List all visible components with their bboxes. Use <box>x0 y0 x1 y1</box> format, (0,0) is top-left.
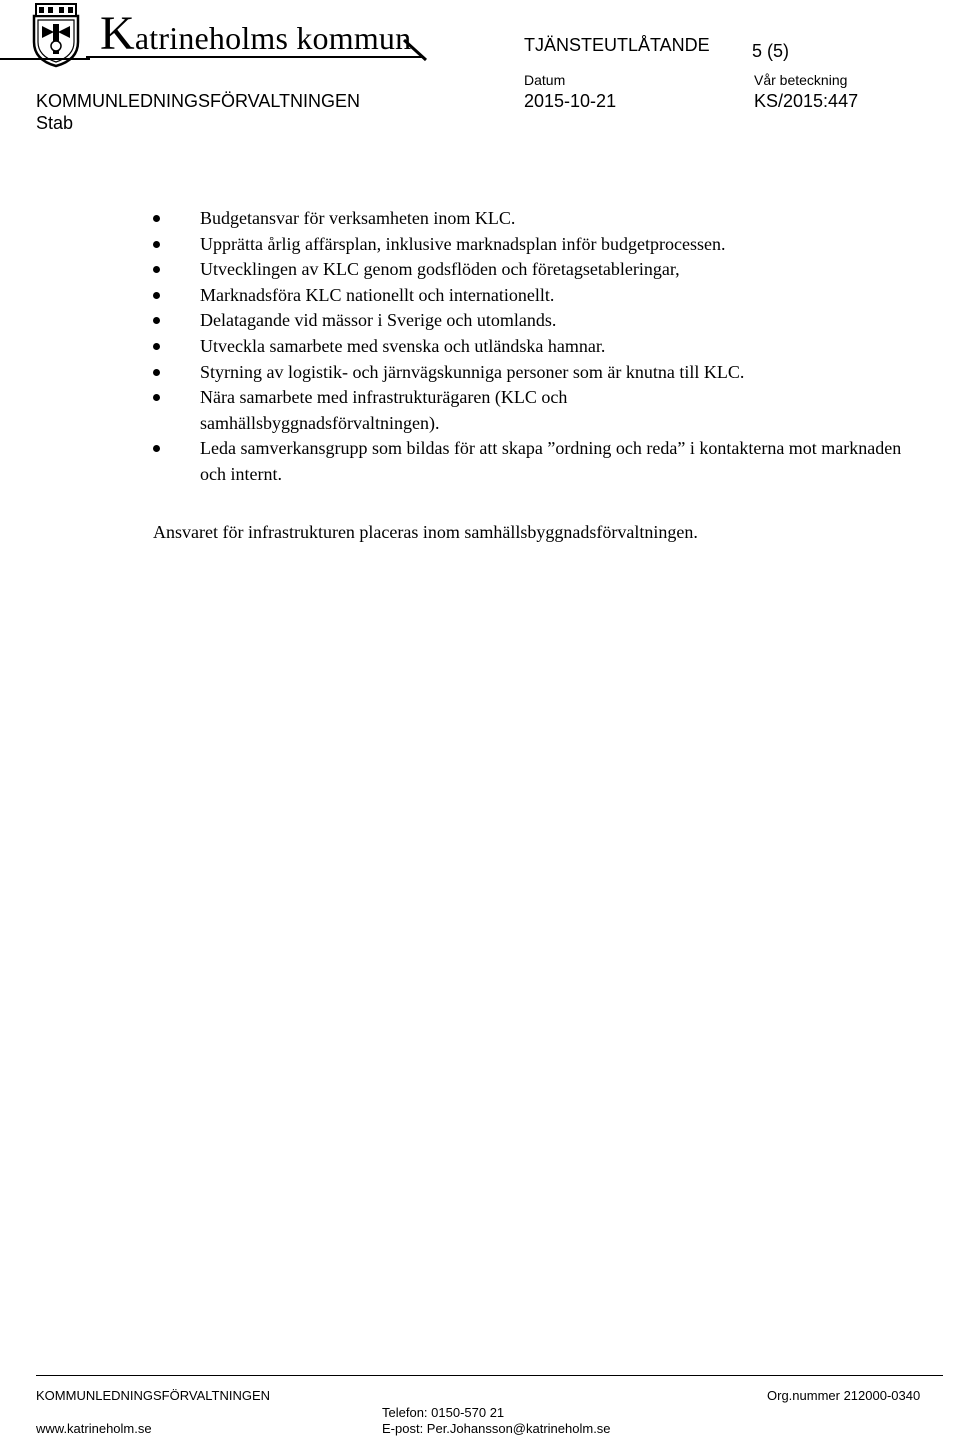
bullet-icon <box>153 266 160 273</box>
list-item <box>0 334 960 360</box>
list-item-text: Upprätta årlig affärsplan, inklusive marknadsplan inför budgetprocessen. <box>200 233 726 254</box>
list-item-text: Utvecklingen av KLC genom godsflöden och företagsetableringar, <box>200 259 680 280</box>
list-item-text: Leda samverkansgrupp som bildas för att skapa ”ordning och reda” i kontakterna mot marknaden och internt. <box>200 438 902 484</box>
list-item <box>0 232 960 258</box>
reference-value: KS/2015:447 <box>754 91 859 111</box>
department-name: KOMMUNLEDNINGSFÖRVALTNINGEN <box>36 91 361 111</box>
list-item <box>0 283 960 309</box>
bullet-icon <box>153 369 160 376</box>
list-item-text: Delatagande vid mässor i Sverige och utomlands. <box>200 310 557 331</box>
reference-label: Vår beteckning <box>754 72 848 88</box>
list-item-text: Styrning av logistik- och järnvägskunniga personer som är knutna till KLC. <box>200 361 745 382</box>
organization-name-rest: atrineholms kommun <box>134 20 412 56</box>
bullet-icon <box>153 394 160 401</box>
page-number: 5 (5) <box>752 41 790 61</box>
date-value: 2015-10-21 <box>524 91 617 111</box>
bullet-icon <box>153 343 160 350</box>
footer-website-link[interactable]: www.katrineholm.se <box>36 1421 152 1436</box>
date-label: Datum <box>524 72 566 88</box>
brand-slash-icon <box>402 38 430 62</box>
document-type: TJÄNSTEUTLÅTANDE <box>524 35 710 55</box>
bullet-icon <box>153 317 160 324</box>
footer-phone: Telefon: 0150-570 21 <box>382 1405 505 1420</box>
list-item <box>0 308 960 334</box>
footer-rule <box>36 1375 943 1376</box>
bullet-icon <box>153 215 160 222</box>
list-item <box>0 257 960 283</box>
bullet-icon <box>153 445 160 452</box>
list-item <box>0 385 960 436</box>
list-item-text: Nära samarbete med infrastrukturägaren (KLC och samhällsbyggnadsförvaltningen). <box>200 387 568 433</box>
list-item <box>0 436 960 487</box>
list-item-text: Budgetansvar för verksamheten inom KLC. <box>200 208 516 228</box>
footer-department: KOMMUNLEDNINGSFÖRVALTNINGEN <box>36 1388 271 1403</box>
organization-name <box>100 7 412 60</box>
footer-org-number: Org.nummer 212000-0340 <box>767 1388 921 1403</box>
bullet-icon <box>153 241 160 248</box>
list-item <box>0 206 960 232</box>
header-rule <box>0 58 90 60</box>
list-item-text: Marknadsföra KLC nationellt och internationellt. <box>200 284 555 305</box>
list-item <box>0 360 960 386</box>
closing-paragraph: Ansvaret för infrastrukturen placeras inom samhällsbyggnadsförvaltningen. <box>153 522 698 542</box>
list-item-text: Utveckla samarbete med svenska och utländska hamnar. <box>200 335 606 356</box>
footer-email-link[interactable]: E-post: Per.Johansson@katrineholm.se <box>382 1421 611 1436</box>
responsibility-list <box>0 206 960 488</box>
bullet-icon <box>153 292 160 299</box>
unit-name: Stab <box>36 113 74 133</box>
organization-name-initial: K <box>100 7 135 60</box>
